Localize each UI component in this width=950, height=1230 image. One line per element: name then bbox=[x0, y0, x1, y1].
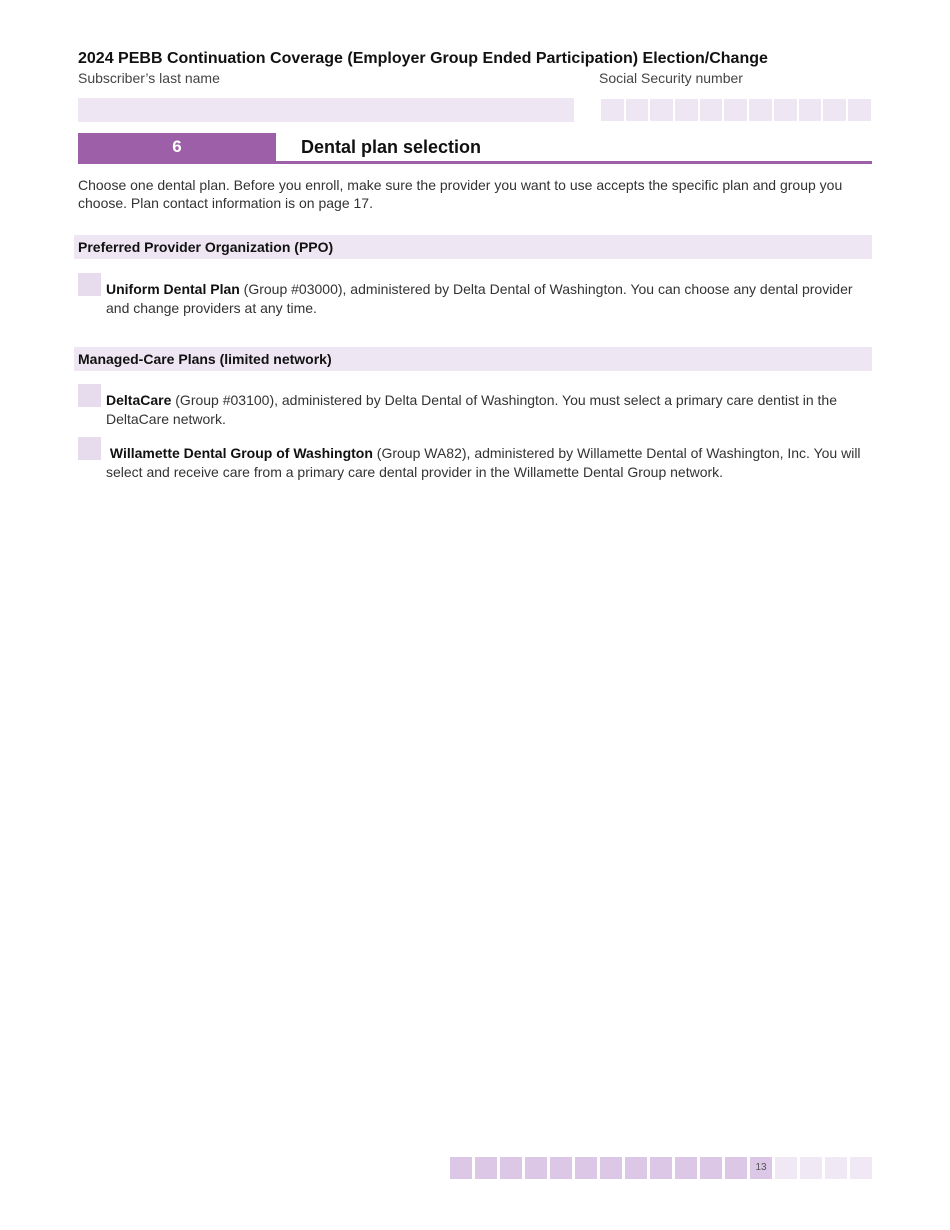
section-intro: Choose one dental plan. Before you enroll, make sure the provider you want to use accepts the specific plan and group you choose. Plan contact information is on page 17. bbox=[78, 177, 843, 211]
last-name-field[interactable] bbox=[78, 98, 574, 122]
ssn-digit-box[interactable] bbox=[601, 99, 624, 121]
ssn-digit-box[interactable] bbox=[675, 99, 698, 121]
page-cell bbox=[825, 1157, 847, 1179]
page-cell bbox=[450, 1157, 472, 1179]
uniform-dental-checkbox[interactable] bbox=[78, 273, 101, 296]
option-text bbox=[106, 280, 866, 318]
willamette-checkbox[interactable] bbox=[78, 437, 101, 460]
section-number: 6 bbox=[78, 133, 276, 161]
ssn-digit-box[interactable] bbox=[774, 99, 797, 121]
option-name: DeltaCare bbox=[106, 392, 172, 408]
section-header bbox=[78, 133, 872, 164]
page-cell bbox=[625, 1157, 647, 1179]
page-cell bbox=[775, 1157, 797, 1179]
ssn-digit-box[interactable] bbox=[700, 99, 723, 121]
ssn-digit-box[interactable] bbox=[799, 99, 822, 121]
option-text bbox=[106, 391, 866, 429]
ssn-digit-box[interactable] bbox=[626, 99, 649, 121]
page-cell bbox=[675, 1157, 697, 1179]
page-cell bbox=[700, 1157, 722, 1179]
page-indicator-strip bbox=[450, 1157, 872, 1179]
page-cell bbox=[600, 1157, 622, 1179]
page-cell bbox=[650, 1157, 672, 1179]
option-name: Uniform Dental Plan bbox=[106, 281, 240, 297]
option-name: Willamette Dental Group of Washington bbox=[109, 445, 373, 461]
managed-care-heading: Managed-Care Plans (limited network) bbox=[74, 347, 872, 371]
page-cell bbox=[800, 1157, 822, 1179]
option-description: (Group #03000), administered by Delta Dental of Washington. You can choose any dental provider and change providers at any time. bbox=[106, 281, 853, 316]
ssn-field bbox=[601, 99, 871, 121]
page-cell bbox=[725, 1157, 747, 1179]
ssn-digit-box[interactable] bbox=[848, 99, 871, 121]
page-cell bbox=[575, 1157, 597, 1179]
page-cell bbox=[475, 1157, 497, 1179]
ssn-label: Social Security number bbox=[599, 70, 743, 86]
ppo-heading: Preferred Provider Organization (PPO) bbox=[74, 235, 872, 259]
ssn-digit-box[interactable] bbox=[823, 99, 846, 121]
option-description: (Group WA82), administered by Willamette Dental of Washington, Inc. You will select and receive care from a primary care dental provider in the Willamette Dental Group network. bbox=[106, 445, 861, 480]
page-number: 13 bbox=[750, 1157, 772, 1179]
section-title: Dental plan selection bbox=[301, 137, 482, 157]
page-cell bbox=[550, 1157, 572, 1179]
ssn-digit-box[interactable] bbox=[650, 99, 673, 121]
option-text bbox=[106, 444, 866, 482]
option-description: (Group #03100), administered by Delta Dental of Washington. You must select a primary care dentist in the DeltaCare network. bbox=[106, 392, 837, 427]
page-cell bbox=[525, 1157, 547, 1179]
ssn-digit-box[interactable] bbox=[749, 99, 772, 121]
page-cell bbox=[500, 1157, 522, 1179]
page-cell bbox=[850, 1157, 872, 1179]
last-name-label: Subscriber’s last name bbox=[78, 70, 220, 86]
deltacare-checkbox[interactable] bbox=[78, 384, 101, 407]
ssn-digit-box[interactable] bbox=[724, 99, 747, 121]
document-title: 2024 PEBB Continuation Coverage (Employer Group Ended Participation) Election/Change bbox=[78, 50, 768, 67]
